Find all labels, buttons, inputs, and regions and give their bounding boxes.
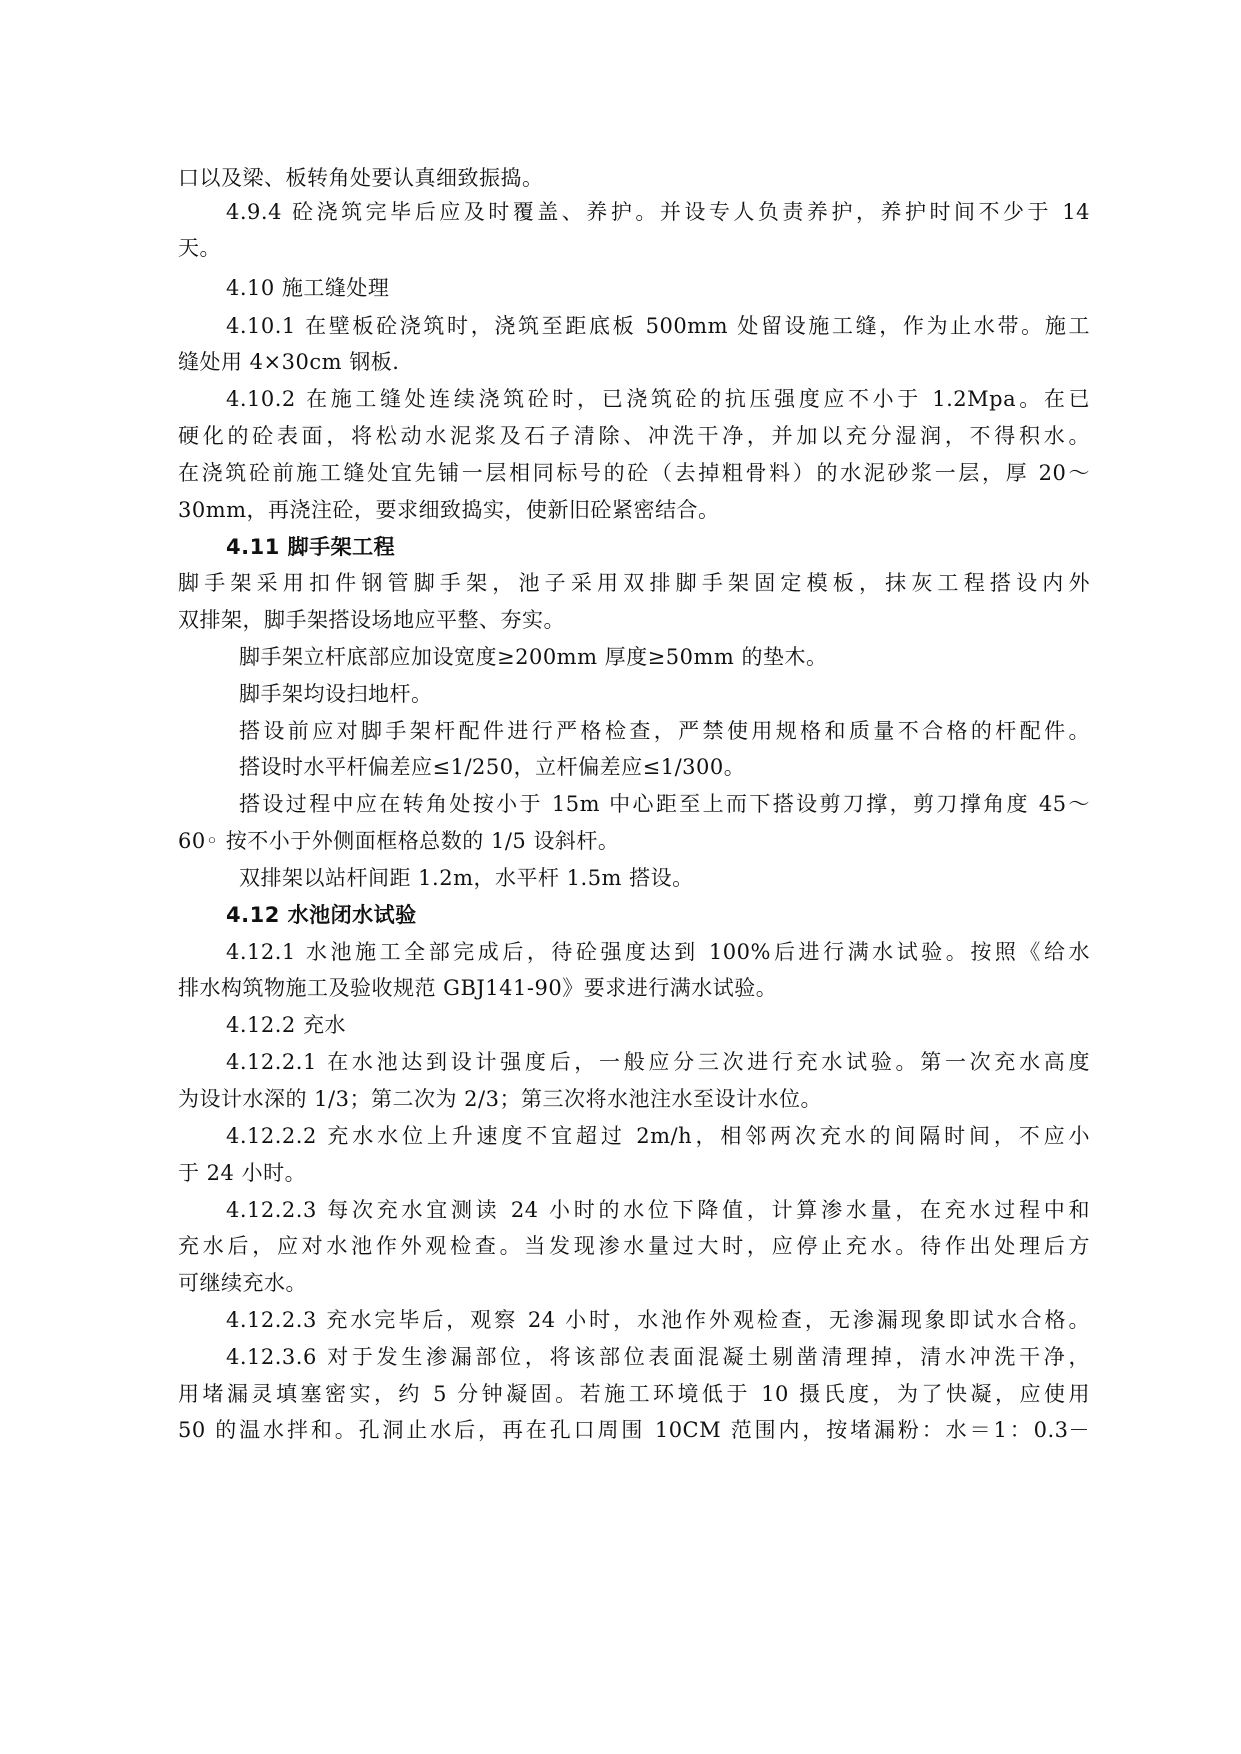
text-line: 排水构筑物施工及验收规范 GBJ141-90》要求进行满水试验。 (178, 976, 778, 1000)
text-line: 4.10.2 在施工缝处连续浇筑砼时，已浇筑砼的抗压强度应不小于 1.2Mpa。在已 (226, 387, 1090, 411)
text-line: 脚手架均设扫地杆。 (239, 682, 433, 706)
text-line: 4.12.2.2 充水水位上升速度不宜超过 2m/h，相邻两次充水的间隔时间，不应小 (226, 1124, 1090, 1148)
text-line: 双排架以站杆间距 1.2m，水平杆 1.5m 搭设。 (239, 866, 694, 890)
text-line: 4.12.3.6 对于发生渗漏部位，将该部位表面混凝土剔凿清理掉，清水冲洗干净， (226, 1345, 1090, 1369)
section-heading: 4.11 脚手架工程 (226, 535, 396, 559)
text-line: 4.12.1 水池施工全部完成后，待砼强度达到 100%后进行满水试验。按照《给水 (226, 940, 1090, 964)
section-heading: 4.10 施工缝处理 (226, 276, 390, 300)
text-line: 60◦ 按不小于外侧面框格总数的 1/5 设斜杆。 (178, 829, 620, 853)
text-line: 50 的温水拌和。孔洞止水后，再在孔口周围 10CM 范围内，按堵漏粉：水＝1：0.3－ (178, 1418, 1090, 1442)
section-heading: 4.12 水池闭水试验 (226, 903, 417, 927)
text-line: 口以及梁、板转角处要认真细致振捣。 (178, 166, 544, 190)
text-line: 于 24 小时。 (178, 1161, 307, 1185)
text-line: 4.12.2.3 充水完毕后，观察 24 小时，水池作外观检查，无渗漏现象即试水合格。 (226, 1308, 1090, 1332)
text-line: 可继续充水。 (178, 1271, 307, 1295)
text-line: 天。 (178, 236, 221, 260)
text-line: 脚手架立杆底部应加设宽度≥200mm 厚度≥50mm 的垫木。 (239, 645, 828, 669)
text-line: 4.9.4 砼浇筑完毕后应及时覆盖、养护。并设专人负责养护，养护时间不少于 14 (226, 200, 1090, 224)
text-line: 用堵漏灵填塞密实，约 5 分钟凝固。若施工环境低于 10 摄氏度，为了快凝，应使用 (178, 1382, 1090, 1406)
text-line: 30mm，再浇注砼，要求细致捣实，使新旧砼紧密结合。 (178, 498, 720, 522)
text-line: 4.10.1 在壁板砼浇筑时，浇筑至距底板 500mm 处留设施工缝，作为止水带。施工 (226, 314, 1090, 338)
text-line: 脚手架采用扣件钢管脚手架，池子采用双排脚手架固定模板，抹灰工程搭设内外 (178, 571, 1090, 595)
text-line: 充水后，应对水池作外观检查。当发现渗水量过大时，应停止充水。待作出处理后方 (178, 1234, 1090, 1258)
text-line: 硬化的砼表面，将松动水泥浆及石子清除、冲洗干净，并加以充分湿润，不得积水。 (178, 424, 1090, 448)
text-line: 4.12.2.3 每次充水宜测读 24 小时的水位下降值，计算渗水量，在充水过程中和 (226, 1198, 1090, 1222)
text-line: 4.12.2.1 在水池达到设计强度后，一般应分三次进行充水试验。第一次充水高度 (226, 1050, 1090, 1074)
text-line: 搭设时水平杆偏差应≤1/250，立杆偏差应≤1/300。 (239, 755, 746, 779)
text-line: 搭设过程中应在转角处按小于 15m 中心距至上而下搭设剪刀撑，剪刀撑角度 45～ (239, 792, 1090, 816)
section-heading: 4.12.2 充水 (226, 1013, 346, 1037)
text-line: 在浇筑砼前施工缝处宜先铺一层相同标号的砼（去掉粗骨料）的水泥砂浆一层，厚 20～ (178, 461, 1090, 485)
text-line: 为设计水深的 1/3；第二次为 2/3；第三次将水池注水至设计水位。 (178, 1087, 822, 1111)
text-line: 双排架，脚手架搭设场地应平整、夯实。 (178, 608, 565, 632)
text-line: 缝处用 4×30cm 钢板. (178, 350, 400, 374)
text-line: 搭设前应对脚手架杆配件进行严格检查，严禁使用规格和质量不合格的杆配件。 (239, 719, 1090, 743)
